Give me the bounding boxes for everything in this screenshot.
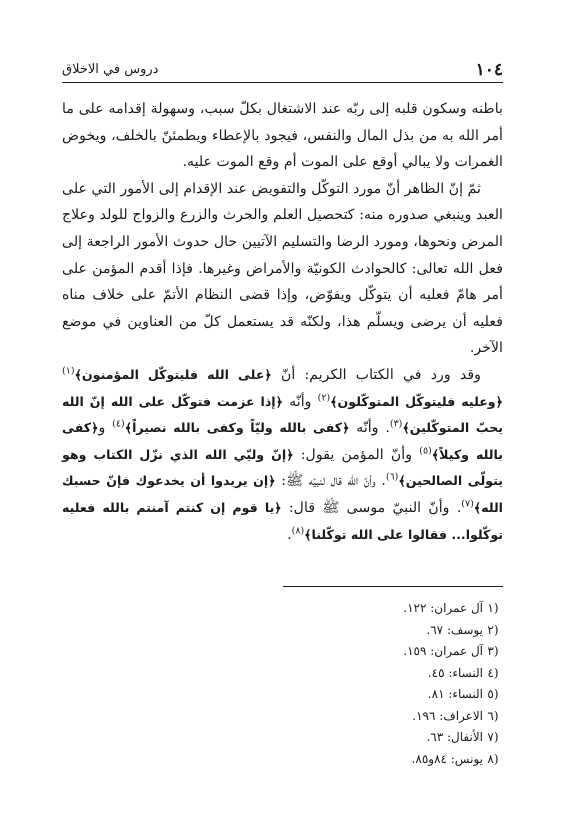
paragraph-2 (62, 176, 503, 362)
text-line: فعل الله تعالى: كالحوادث الكونيّة والأمراض وغيرها. فإذا أقدم المؤمن على أمر (62, 260, 503, 304)
text-run: وأنّ المؤمن يقول: (300, 446, 413, 463)
footnote-text: الأنفال: ٦٣. (426, 730, 483, 744)
footnote-text: النساء: ٨١. (427, 687, 483, 701)
footnote-number: ٢) (487, 622, 499, 637)
quran-quote: ﴿كفى بالله وليّاً وكفى بالله نصيراً﴾ (124, 420, 350, 436)
footnote-text: آل عمران: ١٥٩. (403, 644, 483, 658)
footnote-number: ٨) (487, 751, 499, 766)
footnote-item (203, 706, 503, 728)
text-line: ولا يبالي أوقع على الموت أم وقع الموت عليه. (182, 154, 451, 171)
text-run: وقد ورد في الكتاب الكريم: أنّ (280, 366, 481, 383)
footnote-text: يونس: ٨٤و٨٥. (411, 751, 483, 766)
footnote-number: ٥) (487, 687, 499, 701)
footnote-ref: (٧) (461, 498, 474, 510)
paragraph-1 (62, 96, 503, 176)
text-run: وأنّه (289, 393, 312, 410)
running-title: دروس في الاخلاق (62, 62, 159, 77)
text-line: باطنه وسكون قلبه إلى ربّه عند الاشتغال بكلّ سبب، وسهولة إقدامه على ما أمر (62, 101, 503, 144)
text-line: يرضى ويسلّم هذا، ولكنّه قد يستعمل كلّ من العناوين في موضع الآخر. (62, 313, 503, 357)
quran-quote: ﴿وعليه فليتوكّل المتوكّلون﴾ (330, 393, 504, 409)
text-run: وأنّ النبيّ موسى ﷺ قال: (288, 499, 450, 516)
quran-quote: ﴿كفى بالله وكيلاً﴾ (62, 420, 503, 462)
footnote-item (203, 641, 503, 663)
footnote-text: النساء: ٤٥. (427, 665, 483, 680)
footnote-divider (283, 586, 503, 587)
main-text (62, 96, 503, 548)
footnotes-list (203, 598, 503, 770)
footnote-item (203, 620, 503, 642)
footnote-ref: (٤) (112, 418, 125, 430)
quran-quote: ﴿على الله فليتوكّل المؤمنون﴾ (74, 366, 272, 382)
text-run: وأنّ الله قال لنبيّه ﷺ: (281, 473, 376, 490)
footnote-text: يوسف: ٦٧. (426, 622, 483, 637)
footnote-item (203, 749, 503, 771)
paragraph-3: وقد ورد في الكتاب الكريم: أنّ ﴿على الله فليتوكّل المؤمنون﴾$^{(١)}$ ﴿وعليه فليتوكّل المتوكّلون﴾$^{(٢)}$ وأنّه ﴿إذا عزمت فتوكّل على الله إنّ الله يحبّ المتوكّلين﴾$^{(٣)}$. وأنّه ﴿كفى بالله وليّاً وكفى بالله نصيراً﴾$^{(٤)}$ و﴿كفى بالله وكيلاً﴾$^{(٥)}$ وأنّ المؤمن يقول: ﴿إنّ وليّي الله الذي نزّل الكتاب وهو يتولّى الصالحين﴾$^{(٦)}$. وأنّ الله قال لنبيّه ﷺ: ﴿إن يريدوا أن يخدعوك فإنّ حسبك الله﴾$^{(٧)}$. وأنّ النبيّ موسى ﷺ قال: ﴿يا قوم إن كنتم آمنتم بالله فعليه توكّلوا... فقالوا على الله توكّلنا﴾$^{(٨)}$. (62, 365, 504, 543)
footnote-number: ٤) (487, 665, 499, 680)
text-line: العبد وينبغي صدوره منه: كتحصيل العلم والحرث والزرع والزواج للولد وعلاج (62, 207, 503, 224)
footnote-ref: (١) (62, 365, 75, 377)
quran-quote: ﴿إنّ وليّي الله الذي نزّل الكتاب وهو يتولّى الصالحين﴾ (62, 446, 503, 489)
footnote-text: آل عمران: ١٢٢. (403, 601, 483, 615)
footnote-text: الاعراف: ١٩٦. (412, 708, 483, 723)
footnote-item (203, 663, 503, 685)
footnote-ref: (٢) (317, 391, 331, 403)
quran-quote: ﴿إذا عزمت فتوكّل على الله إنّ الله يحبّ المتوكّلين﴾ (62, 393, 503, 436)
quran-quote: ﴿إن يريدوا أن يخدعوك فإنّ حسبك الله﴾ (62, 473, 503, 515)
footnote-ref: (٣) (389, 418, 403, 430)
text-line: المرض ونحوها، ومورد الرضا والتسليم الآتيين حال حدوث الأمور الراجعة إلى (62, 233, 503, 250)
footnote-ref: (٦) (385, 471, 399, 483)
footnote-number: ٣) (487, 644, 499, 658)
text-run: و (98, 420, 106, 437)
text-line: ثمّ إنّ الظاهر أنّ مورد التوكّل والتفويض عند الإقدام إلى الأمور التي على (62, 180, 481, 197)
footnote-number: ٧) (487, 730, 499, 744)
footnote-item (203, 727, 503, 749)
footnote-item (203, 598, 503, 620)
text-run: وأنّه (356, 420, 379, 437)
footnote-item (203, 684, 503, 706)
footnote-ref: (٨) (291, 524, 305, 536)
quran-quote: ﴿يا قوم إن كنتم آمنتم بالله فعليه توكّلوا... فقالوا على الله توكّلنا﴾ (62, 499, 503, 542)
page-header (62, 54, 503, 83)
footnote-number: ٦) (487, 708, 499, 723)
text-line: الله به من بذل المال والنفس، فيجود بالإعطاء ويطمئنّ بالخلف، ويخوض الغمرات (62, 127, 503, 171)
text-line: هامّ فعليه أن يتوكّل ويفوّض، وإذا قضى النظام الأتمّ على خلاف مناه فعليه أن (62, 287, 503, 330)
footnote-ref: (٥) (419, 444, 432, 456)
footnote-number: ١) (487, 601, 499, 615)
page-number: ١٠٤ (475, 60, 503, 80)
